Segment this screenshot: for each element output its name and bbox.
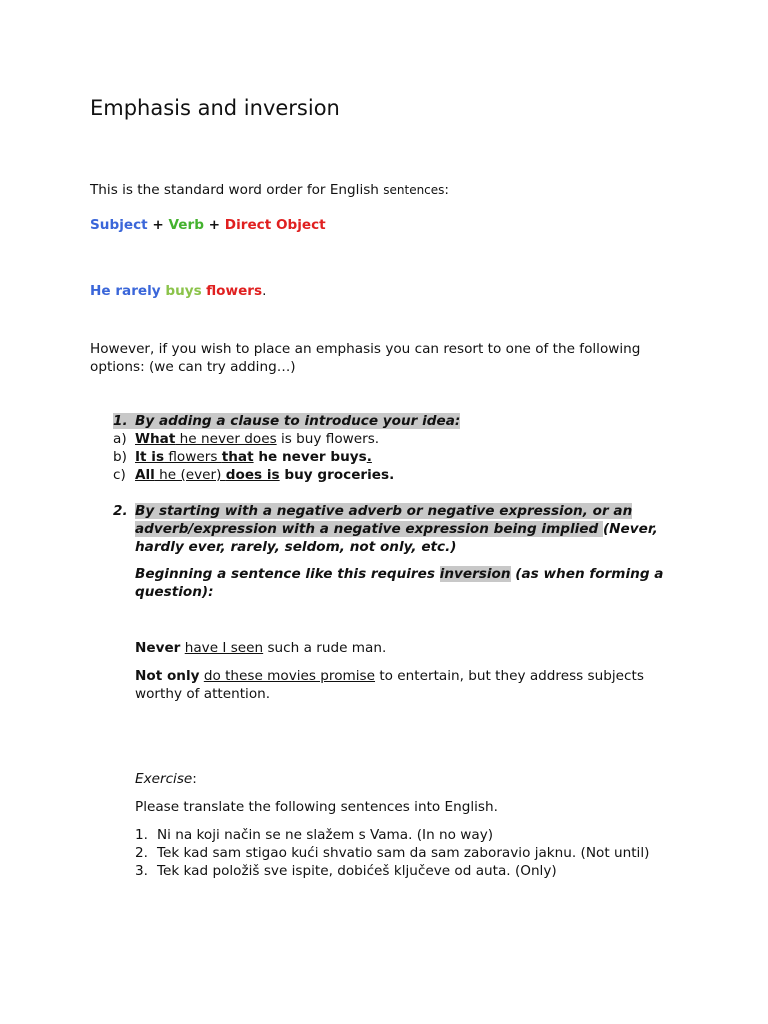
- example-never-rest: such a rude man.: [263, 640, 387, 656]
- item-b-it-is: It is: [135, 449, 165, 465]
- section-1-heading: [113, 413, 460, 429]
- example-buys: buys: [165, 283, 202, 299]
- example-not-only: [135, 668, 644, 684]
- item-c-rest: buy groceries.: [279, 467, 395, 483]
- section-1-title: By adding a clause to introduce your idea:: [135, 413, 461, 429]
- exercise-item-1-text: Ni na koji način se ne slažem s Vama. (In no way): [157, 827, 494, 843]
- page-title: Emphasis and inversion: [90, 96, 340, 120]
- item-c-does-is: does is: [225, 467, 280, 483]
- exercise-item-2-marker: 2.: [135, 845, 148, 861]
- section-2-heading-line-3: hardly ever, rarely, seldom, not only, etc.): [135, 539, 457, 555]
- section-2-heading-line-1: By starting with a negative adverb or negative expression, or an: [135, 503, 633, 519]
- item-c-he-ever: he (ever): [154, 467, 226, 483]
- however-paragraph: [90, 340, 640, 376]
- example-not-only-underlined: do these movies promise: [203, 668, 376, 684]
- example-never-underlined: have I seen: [184, 640, 264, 656]
- exercise-instruction: Please translate the following sentences into English.: [135, 799, 498, 815]
- item-b-marker: b): [113, 449, 127, 465]
- exercise-item-1-marker: 1.: [135, 827, 148, 843]
- section-2-heading-line-2-highlight: adverb/expression with a negative expression being implied: [135, 521, 603, 537]
- intro-main: This is the standard word order for English: [90, 182, 384, 198]
- example-never-bold: Never: [135, 640, 181, 656]
- example-not-only-line-2: worthy of attention.: [135, 686, 271, 702]
- item-b-he-never-buys: he never buys: [253, 449, 367, 465]
- note-inversion-highlight: inversion: [439, 566, 511, 582]
- item-a-he-never-does: he never does: [175, 431, 277, 447]
- example-not-only-bold: Not only: [135, 668, 200, 684]
- exercise-label-colon: :: [192, 771, 197, 787]
- exercise-label: [135, 771, 197, 787]
- section-1-number: 1.: [113, 413, 135, 429]
- section-2-note-line-1: [135, 566, 663, 582]
- item-b-period: .: [366, 449, 372, 465]
- intro-colon: :: [444, 182, 450, 198]
- item-a-what: What: [135, 431, 176, 447]
- section-1-item-a: [113, 431, 379, 447]
- section-2-heading-line-2-rest: (Never,: [602, 521, 658, 537]
- formula-subject: Subject: [90, 217, 148, 233]
- example-period: .: [262, 283, 267, 299]
- section-1-item-b: [113, 449, 372, 465]
- section-2-heading: [113, 503, 632, 519]
- item-b-flowers: flowers: [164, 449, 222, 465]
- section-1-item-c: [113, 467, 394, 483]
- exercise-item-2: [135, 845, 649, 861]
- however-line-2: options: (we can try adding…): [90, 359, 296, 375]
- intro-text: [90, 182, 449, 198]
- example-he-rarely: He rarely: [90, 283, 166, 299]
- formula-plus-2: +: [203, 217, 225, 233]
- item-a-rest: is buy flowers.: [276, 431, 380, 447]
- however-line-1: However, if you wish to place an emphasis you can resort to one of the following: [90, 341, 641, 357]
- section-2-note-line-2: question):: [135, 584, 214, 600]
- exercise-item-3: [135, 863, 557, 879]
- exercise-label-text: Exercise: [135, 771, 193, 787]
- item-b-that: that: [221, 449, 254, 465]
- exercise-item-3-marker: 3.: [135, 863, 148, 879]
- section-2-number: 2.: [113, 503, 128, 519]
- item-c-marker: c): [113, 467, 126, 483]
- example-never: [135, 640, 386, 656]
- formula-object: Direct Object: [224, 217, 326, 233]
- word-order-formula: [90, 217, 326, 233]
- exercise-item-2-text: Tek kad sam stigao kući shvatio sam da sam zaboravio jaknu. (Not until): [157, 845, 650, 861]
- item-a-marker: a): [113, 431, 127, 447]
- formula-plus-1: +: [147, 217, 169, 233]
- example-sentence: [90, 283, 266, 299]
- intro-small: sentences: [383, 183, 445, 197]
- section-2-heading-line-2: [135, 521, 658, 537]
- formula-verb: Verb: [168, 217, 204, 233]
- example-flowers: flowers: [206, 283, 263, 299]
- note-line-1-b: (as when forming a: [510, 566, 664, 582]
- exercise-item-1: [135, 827, 493, 843]
- exercise-item-3-text: Tek kad položiš sve ispite, dobićeš ključeve od auta. (Only): [157, 863, 557, 879]
- note-line-1-a: Beginning a sentence like this requires: [135, 566, 440, 582]
- item-c-all: All: [135, 467, 155, 483]
- example-not-only-rest: to entertain, but they address subjects: [375, 668, 644, 684]
